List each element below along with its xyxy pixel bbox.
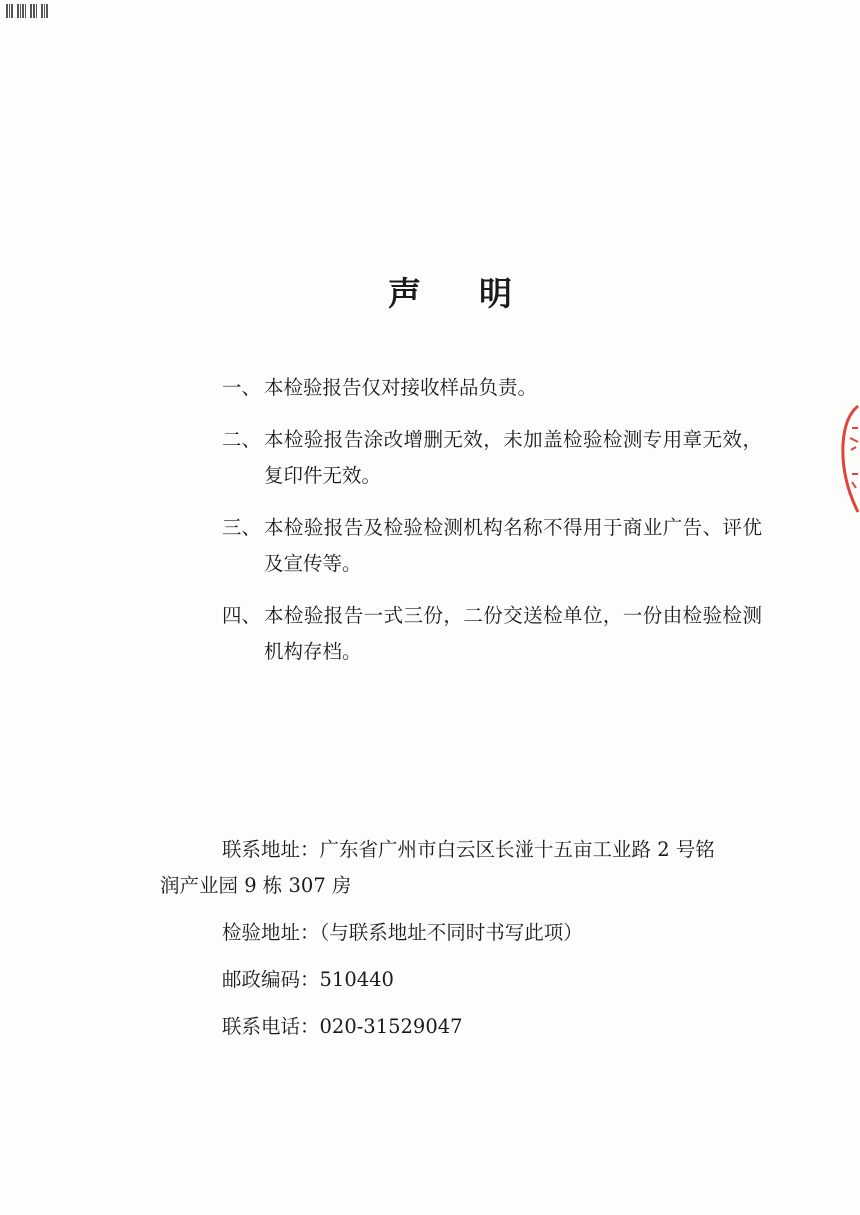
clause-number: 三、: [222, 516, 262, 539]
clause-number: 二、: [222, 428, 262, 451]
contact-info: [160, 832, 760, 1056]
postal-code: 邮政编码：510440: [222, 968, 394, 991]
clause-4: [222, 598, 762, 670]
clause-text: 本检验报告及检验检测机构名称不得用于商业广告、评优及宣传等。: [264, 516, 762, 575]
clause-2: [222, 422, 762, 494]
contact-address-line-1: 联系地址：广东省广州市白云区长湴十五亩工业路 2 号铭: [222, 838, 715, 861]
declaration-clauses: [222, 370, 762, 686]
clause-number: 一、: [222, 376, 262, 399]
clause-text: 本检验报告一式三份，二份交送检单位，一份由检验检测机构存档。: [264, 604, 762, 663]
title-char-2: 明: [479, 274, 512, 313]
clause-1: [222, 370, 762, 406]
title-char-1: 声: [388, 274, 421, 313]
contact-phone: 联系电话：020-31529047: [222, 1015, 463, 1038]
clause-text: 本检验报告涂改增删无效，未加盖检验检测专用章无效，复印件无效。: [264, 428, 762, 487]
inspection-address: 检验地址：（与联系地址不同时书写此项）: [222, 921, 583, 944]
clause-3: [222, 510, 762, 582]
contact-address-line-2: 润产业园 9 栋 307 房: [160, 874, 352, 897]
clause-number: 四、: [222, 604, 262, 627]
clause-text: 本检验报告仅对接收样品负责。: [264, 376, 538, 399]
red-seal-edge: [834, 398, 860, 518]
declaration-title: [0, 268, 860, 315]
contact-address: [160, 832, 760, 904]
scan-barcode-mark: [6, 4, 68, 18]
